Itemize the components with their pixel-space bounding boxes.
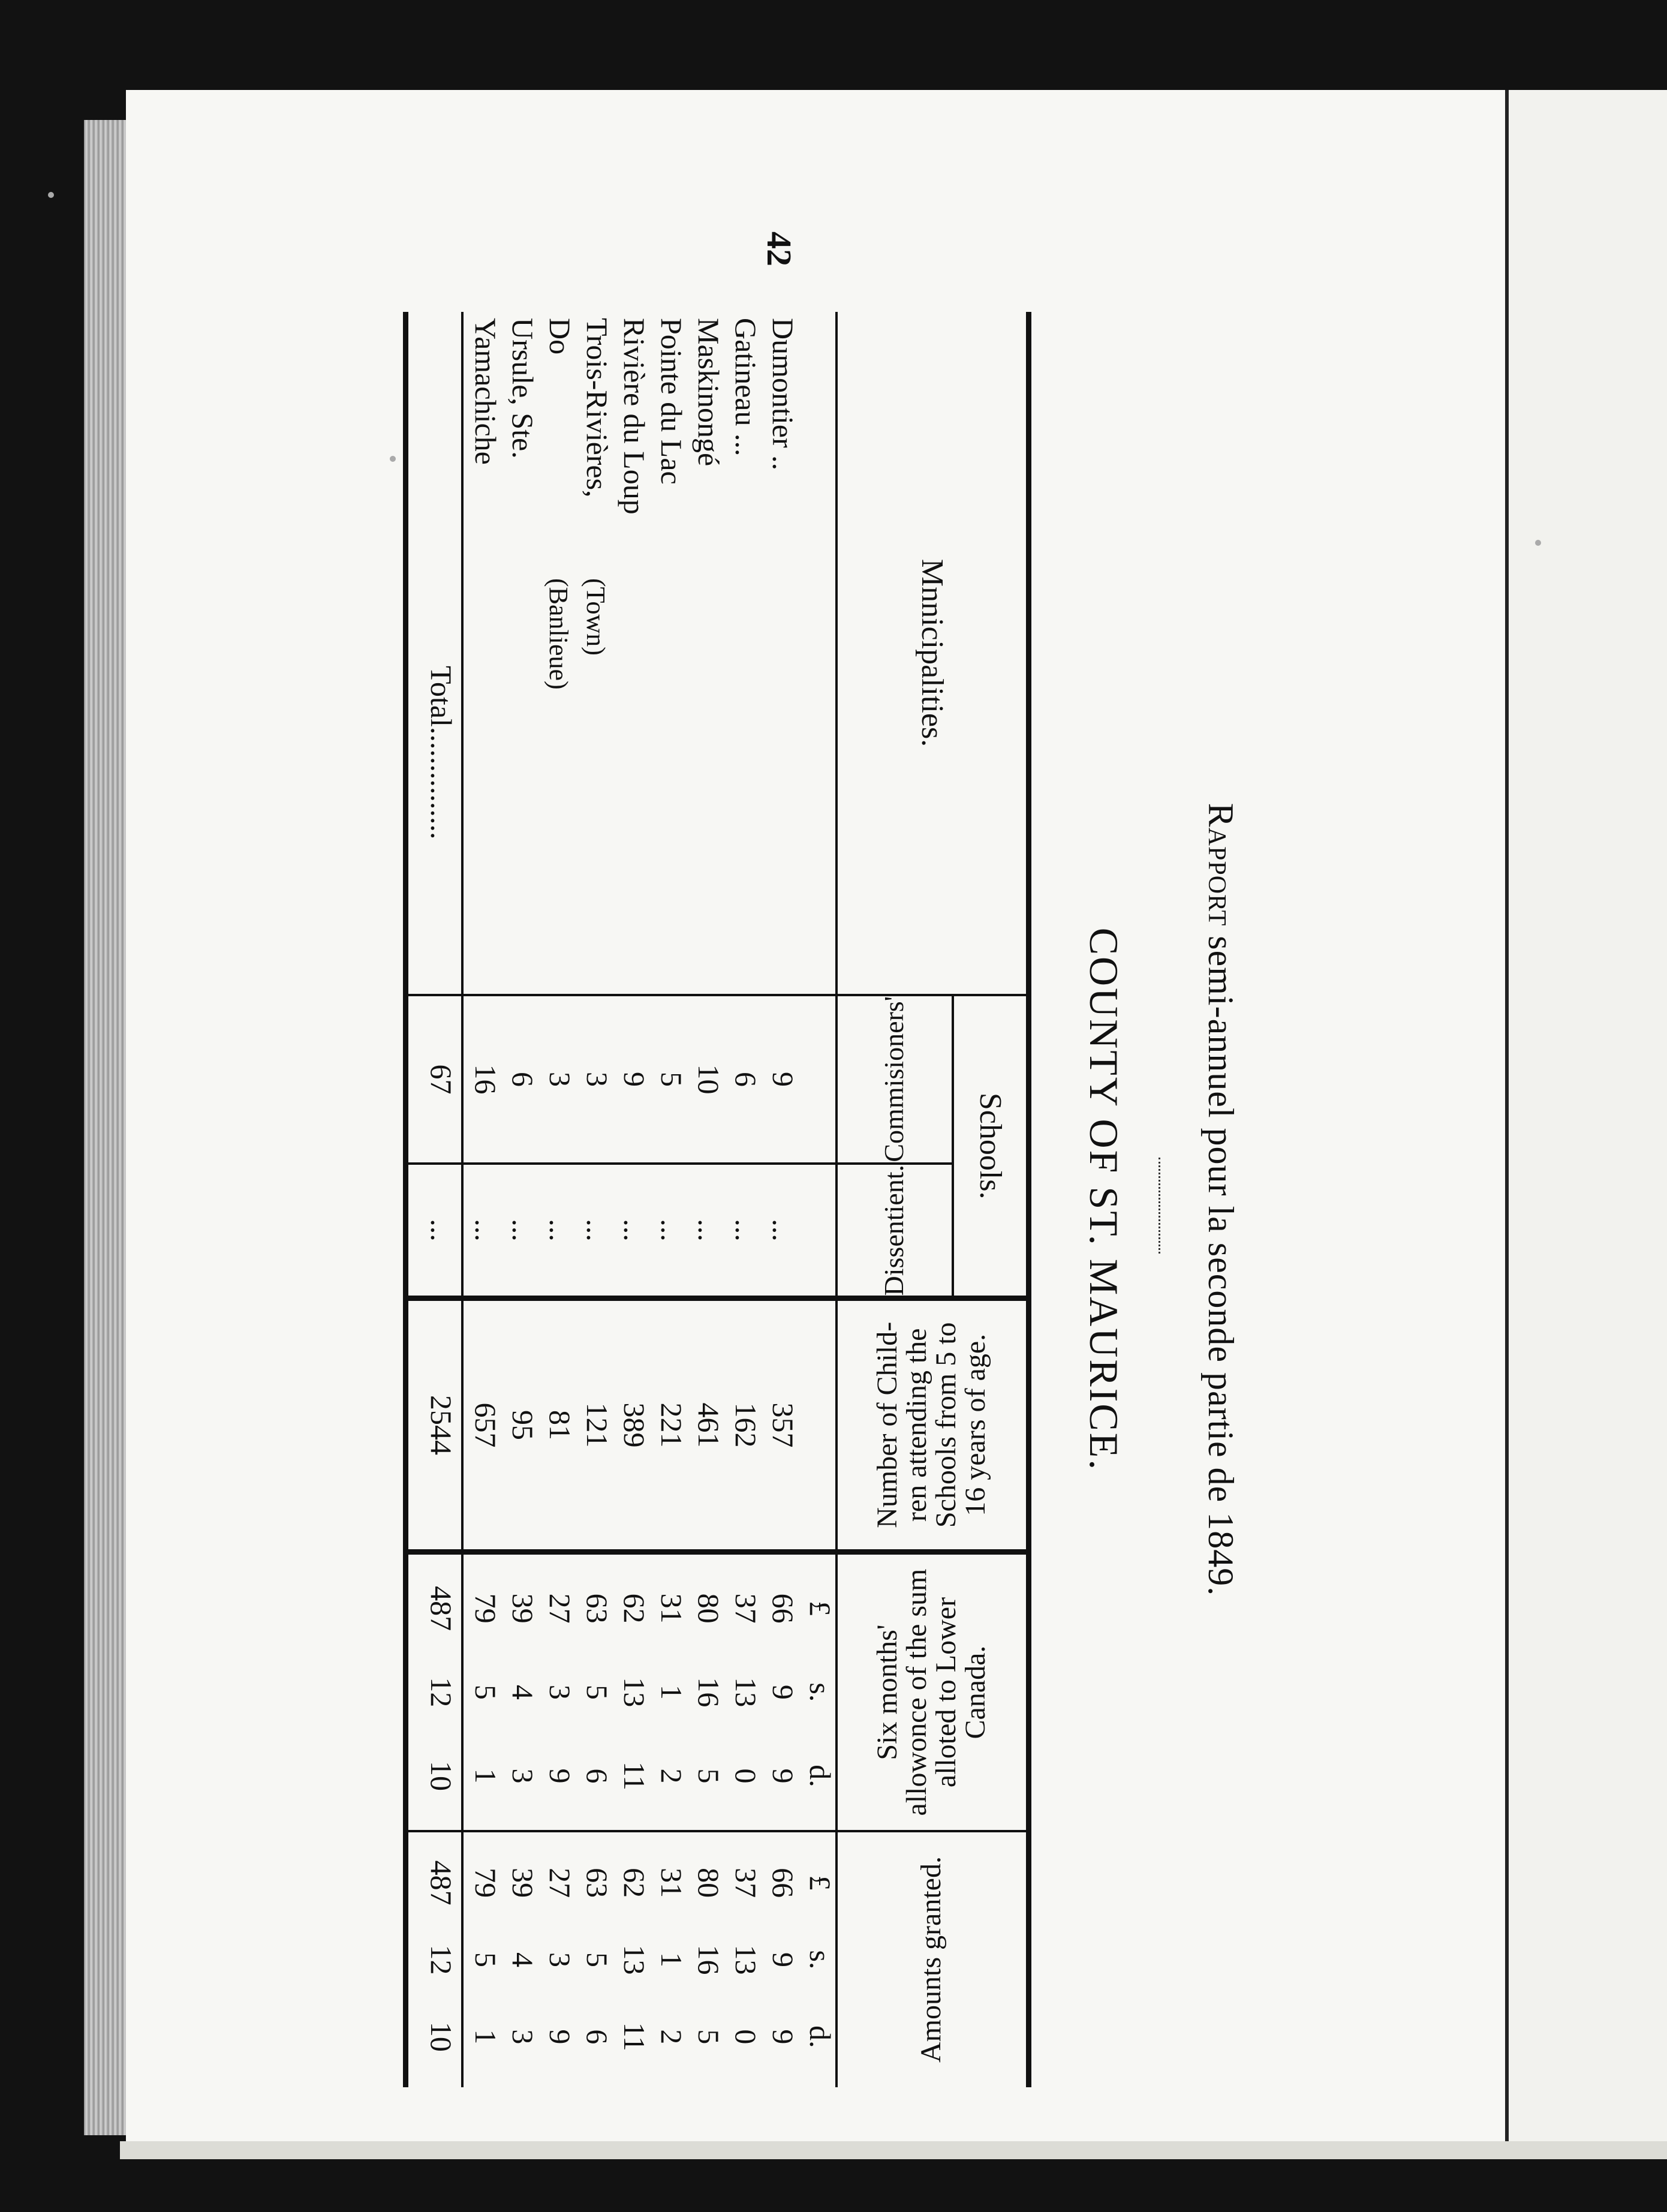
dust-speck — [48, 192, 54, 198]
amount-pounds: 37 — [729, 1868, 763, 1898]
allowance-shillings: 4 — [506, 1684, 540, 1700]
allowance-pounds: 63 — [580, 1593, 614, 1624]
total-amount-pounds: 487 — [425, 1860, 458, 1906]
amount-cell — [687, 1831, 724, 2087]
amount-pounds: 80 — [692, 1868, 726, 1898]
header-schools: Schools. — [953, 995, 1029, 1299]
amount-pounds: 79 — [469, 1868, 502, 1898]
commissioners-cell: 6 — [501, 995, 538, 1164]
municipality-note: (Town) — [581, 578, 610, 656]
amount-pence: 11 — [618, 2022, 651, 2051]
allowance-pounds: 80 — [692, 1593, 726, 1624]
table-row — [687, 312, 724, 2087]
allowance-cell — [575, 1552, 612, 1831]
allowance-shillings: 1 — [655, 1684, 688, 1700]
amount-pence: 5 — [692, 2029, 726, 2045]
allowance-pounds: 62 — [618, 1593, 651, 1624]
children-cell: 81 — [538, 1299, 575, 1552]
allowance-cell — [462, 1552, 501, 1831]
children-cell: 121 — [575, 1299, 612, 1552]
unit-shillings: s. — [804, 1950, 837, 1970]
unit-pounds: £ — [804, 1601, 837, 1616]
table-row — [575, 312, 612, 2087]
total-label: Total............... — [406, 312, 463, 995]
amount-pence: 0 — [729, 2029, 763, 2045]
municipality-name: Ursule, Ste. — [506, 318, 540, 459]
dissentient-cell: ... — [724, 1164, 761, 1299]
allowance-cell — [649, 1552, 687, 1831]
allowance-shillings: 3 — [543, 1684, 577, 1700]
allowance-pence: 11 — [618, 1761, 651, 1791]
unit-pence: d. — [804, 2025, 837, 2048]
dissentient-cell: ... — [538, 1164, 575, 1299]
header-allowance-text: Six months' allowonce of the sum alloted to Lower Canada. — [871, 1568, 991, 1816]
header-commissioners — [836, 995, 953, 1164]
allowance-pounds: 27 — [543, 1593, 577, 1624]
header-amount — [836, 1831, 1029, 2087]
total-row — [406, 312, 463, 2087]
amount-pounds: 62 — [618, 1868, 651, 1898]
amount-shillings: 5 — [469, 1952, 502, 1967]
table-row — [724, 312, 761, 2087]
allowance-cell — [761, 1552, 798, 1831]
table-row — [462, 312, 501, 2087]
amount-cell — [538, 1831, 575, 2087]
municipality-name: Yamachiche — [469, 318, 502, 465]
table-row — [501, 312, 538, 2087]
amount-pence: 9 — [766, 2029, 800, 2045]
report-title-smallcaps: Rapport — [1201, 803, 1241, 927]
amount-pounds: 66 — [766, 1868, 800, 1898]
facing-page — [1505, 90, 1667, 2141]
allowance-shillings: 5 — [469, 1684, 502, 1700]
amount-pence: 2 — [655, 2029, 688, 2045]
page-number: 42 — [760, 232, 799, 266]
children-cell: 657 — [462, 1299, 501, 1552]
header-allowance — [836, 1552, 1029, 1831]
amount-shillings: 9 — [766, 1952, 800, 1967]
allowance-shillings: 13 — [729, 1677, 763, 1708]
municipality-cell — [501, 312, 538, 995]
table-body — [462, 312, 836, 2087]
dissentient-cell: ... — [501, 1164, 538, 1299]
amount-shillings: 16 — [692, 1944, 726, 1975]
total-amount-shillings: 12 — [425, 1944, 458, 1975]
dissentient-cell: ... — [761, 1164, 798, 1299]
allowance-pounds: 66 — [766, 1593, 800, 1624]
amount-pence: 9 — [543, 2029, 577, 2045]
total-allow-shillings: 12 — [425, 1677, 458, 1708]
municipality-cell — [687, 312, 724, 995]
allowance-pounds: 39 — [506, 1593, 540, 1624]
commissioners-cell: 5 — [649, 995, 687, 1164]
allowance-pence: 2 — [655, 1768, 688, 1784]
dust-speck — [1535, 540, 1541, 546]
total-commissioners: 67 — [406, 995, 463, 1164]
allowance-shillings: 9 — [766, 1684, 800, 1700]
dissentient-cell: ... — [649, 1164, 687, 1299]
amount-pounds: 39 — [506, 1868, 540, 1898]
commissioners-cell: 16 — [462, 995, 501, 1164]
commissioners-cell: 6 — [724, 995, 761, 1164]
header-children-text: Number of Child-ren attending the Schools from 5 to 16 years of age. — [871, 1322, 991, 1529]
table-row — [538, 312, 575, 2087]
amount-pounds: 63 — [580, 1868, 614, 1898]
total-children: 2544 — [406, 1299, 463, 1552]
amount-cell — [649, 1831, 687, 2087]
amount-pence: 3 — [506, 2029, 540, 2045]
amount-shillings: 5 — [580, 1952, 614, 1967]
municipality-cell — [538, 312, 575, 995]
table-row — [612, 312, 649, 2087]
children-cell: 357 — [761, 1299, 798, 1552]
table-row — [761, 312, 798, 2087]
allowance-shillings: 16 — [692, 1677, 726, 1708]
allowance-cell — [687, 1552, 724, 1831]
amount-pence: 6 — [580, 2029, 614, 2045]
title-divider — [1159, 1158, 1160, 1254]
municipality-name: Pointe du Lac — [655, 318, 688, 485]
amount-shillings: 13 — [618, 1944, 651, 1975]
header-commissioners-text: Commisioners' — [878, 996, 910, 1162]
unit-pounds: £ — [804, 1875, 837, 1891]
commissioners-cell: 9 — [761, 995, 798, 1164]
allowance-pence: 3 — [506, 1768, 540, 1784]
dissentient-cell: ... — [575, 1164, 612, 1299]
total-dissentient: ... — [406, 1164, 463, 1299]
municipality-cell — [649, 312, 687, 995]
municipality-name: Maskinongé — [692, 318, 726, 467]
amount-cell — [724, 1831, 761, 2087]
children-cell: 162 — [724, 1299, 761, 1552]
header-amount-text: Amounts granted. — [915, 1856, 947, 2063]
allowance-pence: 6 — [580, 1768, 614, 1784]
total-allow-pounds: 487 — [425, 1586, 458, 1631]
municipality-name: Do — [543, 318, 577, 355]
commissioners-cell: 10 — [687, 995, 724, 1164]
municipality-cell — [575, 312, 612, 995]
allowance-pence: 9 — [766, 1768, 800, 1784]
allowance-pounds: 31 — [655, 1593, 688, 1624]
header-children — [836, 1299, 1029, 1552]
school-allowance-table — [403, 312, 1031, 2087]
municipality-note: (Banlieue) — [544, 578, 573, 690]
total-amount-pence: 10 — [425, 2021, 458, 2052]
amount-shillings: 4 — [506, 1952, 540, 1967]
county-title: COUNTY OF ST. MAURICE. — [1081, 927, 1127, 1472]
amount-pence: 1 — [469, 2029, 502, 2045]
amount-cell — [761, 1831, 798, 2087]
allowance-pounds: 79 — [469, 1593, 502, 1624]
allowance-cell — [724, 1552, 761, 1831]
unit-pence: d. — [804, 1765, 837, 1787]
amount-cell — [462, 1831, 501, 2087]
municipality-name: Dumontier .. — [766, 318, 800, 471]
allowance-pence: 5 — [692, 1768, 726, 1784]
children-cell: 221 — [649, 1299, 687, 1552]
report-title-rest: semi-annuel pour la seconde partie de 1849. — [1201, 936, 1241, 1597]
report-title — [1200, 300, 1241, 2099]
municipality-name: Rivière du Loup — [618, 318, 651, 515]
allowance-pence: 0 — [729, 1768, 763, 1784]
dissentient-cell: ... — [687, 1164, 724, 1299]
amount-cell — [575, 1831, 612, 2087]
header-dissentient — [836, 1164, 953, 1299]
units-row — [798, 312, 836, 2087]
municipality-cell — [761, 312, 798, 995]
municipality-name: Trois-Rivières, — [580, 318, 614, 498]
amount-shillings: 1 — [655, 1952, 688, 1967]
commissioners-cell: 3 — [575, 995, 612, 1164]
header-dissentient-text: Dissentient. — [878, 1164, 910, 1296]
amount-pounds: 27 — [543, 1868, 577, 1898]
allowance-cell — [538, 1552, 575, 1831]
amount-shillings: 13 — [729, 1944, 763, 1975]
allowance-cell — [612, 1552, 649, 1831]
commissioners-cell: 9 — [612, 995, 649, 1164]
allowance-cell — [501, 1552, 538, 1831]
amount-cell — [501, 1831, 538, 2087]
children-cell: 389 — [612, 1299, 649, 1552]
unit-shillings: s. — [804, 1682, 837, 1702]
header-municipalities: Mnnicipalities. — [836, 312, 1029, 995]
municipality-cell — [612, 312, 649, 995]
municipality-cell — [724, 312, 761, 995]
allowance-pence: 1 — [469, 1768, 502, 1784]
amount-cell — [612, 1831, 649, 2087]
municipality-name: Gatineau ... — [729, 318, 763, 456]
amount-shillings: 3 — [543, 1952, 577, 1967]
allowance-shillings: 13 — [618, 1677, 651, 1708]
dissentient-cell: ... — [462, 1164, 501, 1299]
amount-pounds: 31 — [655, 1868, 688, 1898]
allowance-pence: 9 — [543, 1768, 577, 1784]
municipality-cell — [462, 312, 501, 995]
allowance-shillings: 5 — [580, 1684, 614, 1700]
page-bottom-edge — [120, 2141, 1667, 2159]
commissioners-cell: 3 — [538, 995, 575, 1164]
table-row — [649, 312, 687, 2087]
children-cell: 95 — [501, 1299, 538, 1552]
dissentient-cell: ... — [612, 1164, 649, 1299]
children-cell: 461 — [687, 1299, 724, 1552]
total-allow-pence: 10 — [425, 1761, 458, 1792]
allowance-pounds: 37 — [729, 1593, 763, 1624]
